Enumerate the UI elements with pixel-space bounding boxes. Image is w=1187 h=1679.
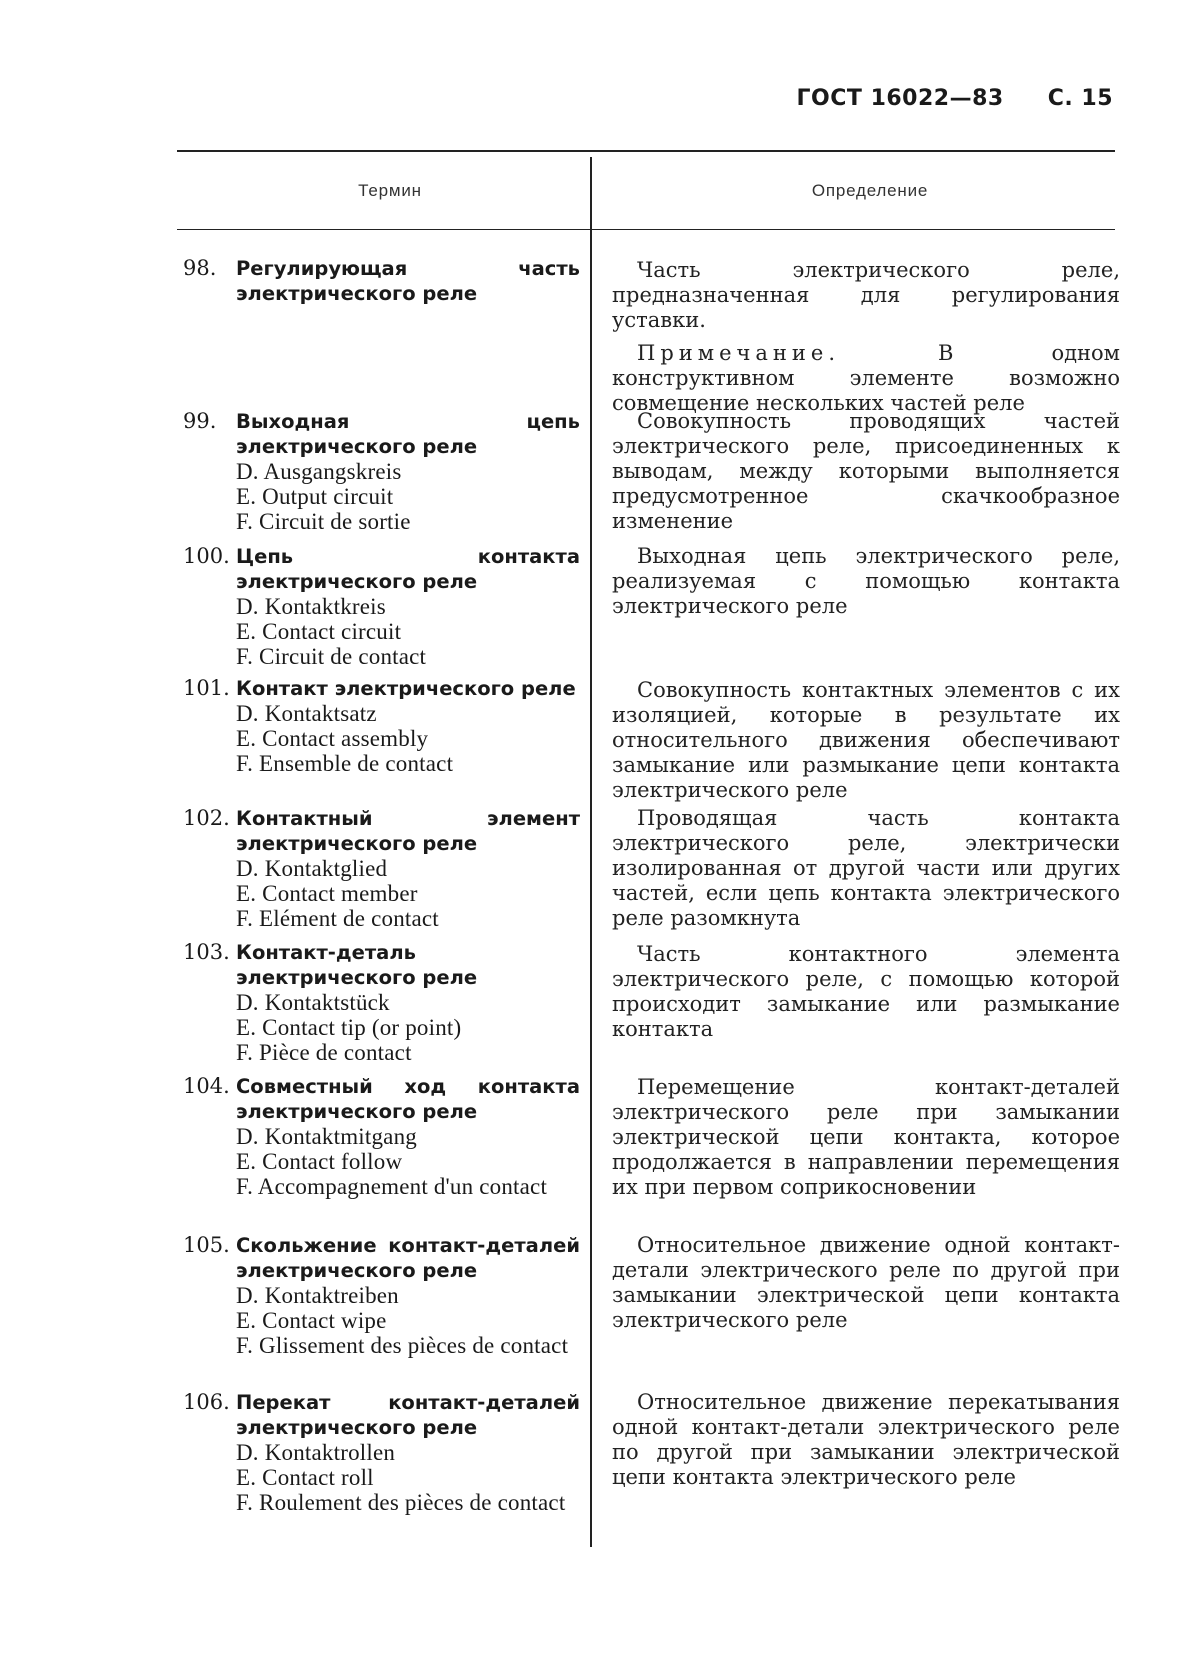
equivalent-de: D. Kontaktglied xyxy=(236,856,388,881)
term-entry-102 xyxy=(183,806,580,931)
equivalent-de: D. Kontaktmitgang xyxy=(236,1124,417,1149)
definition-text: Часть контактного элемента электрического реле, с помощью которой происходит замыкание или размыкание контакта xyxy=(612,942,1120,1041)
term-number: 105. xyxy=(183,1233,230,1257)
term-entry-99 xyxy=(183,409,580,534)
definition-106 xyxy=(612,1390,1120,1490)
definition-text: Совокупность проводящих частей электрического реле, присоединенных к выводам, между которыми выполняется предусмотренное скачкообразное изменение xyxy=(612,409,1120,533)
equivalent-de: D. Kontaktstück xyxy=(236,990,390,1015)
term-title: Выходная цепь электрического реле xyxy=(236,410,580,458)
definition-104 xyxy=(612,1075,1120,1200)
note-text: В одном конструктивном элементе возможно совмещение нескольких частей реле xyxy=(612,341,1120,415)
definition-100 xyxy=(612,544,1120,619)
equivalent-en: E. Contact tip (or point) xyxy=(236,1015,462,1040)
definition-98 xyxy=(612,258,1120,416)
equivalent-de: D. Ausgangskreis xyxy=(236,459,402,484)
definition-text: Проводящая часть контакта электрического реле, электрически изолированная от другой части или других частей, если цепь контакта электрического реле разомкнута xyxy=(612,806,1120,930)
table-top-rule xyxy=(177,150,1115,152)
term-entry-106 xyxy=(183,1390,580,1515)
equivalent-fr: F. Elément de contact xyxy=(236,906,439,931)
definition-note xyxy=(612,341,1120,416)
equivalent-fr: F. Accompagnement d'un contact xyxy=(236,1174,548,1199)
equivalent-fr: F. Circuit de sortie xyxy=(236,509,411,534)
term-entry-103 xyxy=(183,940,580,1065)
equivalent-de: D. Kontaktkreis xyxy=(236,594,386,619)
equivalent-fr: F. Ensemble de contact xyxy=(236,751,454,776)
definition-text: Выходная цепь электрического реле, реализуемая с помощью контакта электрического реле xyxy=(612,544,1120,618)
equivalent-fr: F. Pièce de contact xyxy=(236,1040,412,1065)
term-number: 101. xyxy=(183,676,230,700)
definition-text: Часть электрического реле, предназначенная для регулирования уставки. xyxy=(612,258,1120,332)
term-number: 98. xyxy=(183,256,217,280)
equivalent-fr: F. Glissement des pièces de contact xyxy=(236,1333,569,1358)
equivalent-fr: F. Circuit de contact xyxy=(236,644,427,669)
term-number: 99. xyxy=(183,409,217,433)
term-number: 102. xyxy=(183,806,230,830)
equivalent-en: E. Contact follow xyxy=(236,1149,403,1174)
term-entry-101 xyxy=(183,676,580,776)
definition-text: Перемещение контакт-деталей электрического реле при замыкании электрической цепи контакта, которое продолжается в направлении перемещения их при первом соприкосновении xyxy=(612,1075,1120,1199)
page-header xyxy=(797,86,1113,111)
equivalent-en: E. Output circuit xyxy=(236,484,394,509)
definition-103 xyxy=(612,942,1120,1042)
equivalent-de: D. Kontaktreiben xyxy=(236,1283,399,1308)
table-header-rule xyxy=(177,229,1115,230)
column-header-definition: Определение xyxy=(811,181,929,200)
note-label: Примечание. xyxy=(637,341,841,365)
term-title: Контакт-деталь электрического реле xyxy=(236,941,478,989)
term-title: Контактный элемент электрического реле xyxy=(236,807,580,855)
equivalent-en: E. Contact wipe xyxy=(236,1308,387,1333)
equivalent-fr: F. Roulement des pièces de contact xyxy=(236,1490,566,1515)
term-title: Контакт электрического реле xyxy=(236,677,576,700)
definition-105 xyxy=(612,1233,1120,1333)
equivalent-de: D. Kontaktsatz xyxy=(236,701,377,726)
page-number: С. 15 xyxy=(1047,86,1113,111)
term-number: 100. xyxy=(183,544,230,568)
definition-text: Относительное движение одной контакт-детали электрического реле по другой при замыкании электрической цепи контакта электрического реле xyxy=(612,1233,1120,1332)
term-number: 106. xyxy=(183,1390,230,1414)
equivalent-de: D. Kontaktrollen xyxy=(236,1440,396,1465)
column-header-term: Термин xyxy=(358,181,422,200)
equivalent-en: E. Contact circuit xyxy=(236,619,402,644)
definition-text: Относительное движение перекатывания одной контакт-детали электрического реле по другой при замыкании электрической цепи контакта электрического реле xyxy=(612,1390,1120,1489)
standard-number: ГОСТ 16022—83 xyxy=(796,86,1004,111)
definition-102 xyxy=(612,806,1120,931)
term-entry-98 xyxy=(183,256,580,306)
term-number: 103. xyxy=(183,940,230,964)
column-divider xyxy=(590,157,592,1547)
term-title: Цепь контакта электрического реле xyxy=(236,545,580,593)
term-entry-104 xyxy=(183,1074,580,1199)
equivalent-en: E. Contact member xyxy=(236,881,418,906)
equivalent-en: E. Contact roll xyxy=(236,1465,374,1490)
equivalent-en: E. Contact assembly xyxy=(236,726,429,751)
definition-text: Совокупность контактных элементов с их изоляцией, которые в результате их относительного движения обеспечивают замыкание или размыкание цепи контакта электрического реле xyxy=(612,678,1120,802)
term-title: Скольжение контакт-деталей электрического реле xyxy=(236,1234,580,1282)
term-entry-100 xyxy=(183,544,580,669)
term-entry-105 xyxy=(183,1233,580,1358)
term-title: Совместный ход контакта электрического реле xyxy=(236,1075,580,1123)
term-title: Регулирующая часть электрического реле xyxy=(236,257,580,305)
term-title: Перекат контакт-деталей электрического реле xyxy=(236,1391,580,1439)
definition-101 xyxy=(612,678,1120,803)
definition-99 xyxy=(612,409,1120,534)
term-number: 104. xyxy=(183,1074,230,1098)
